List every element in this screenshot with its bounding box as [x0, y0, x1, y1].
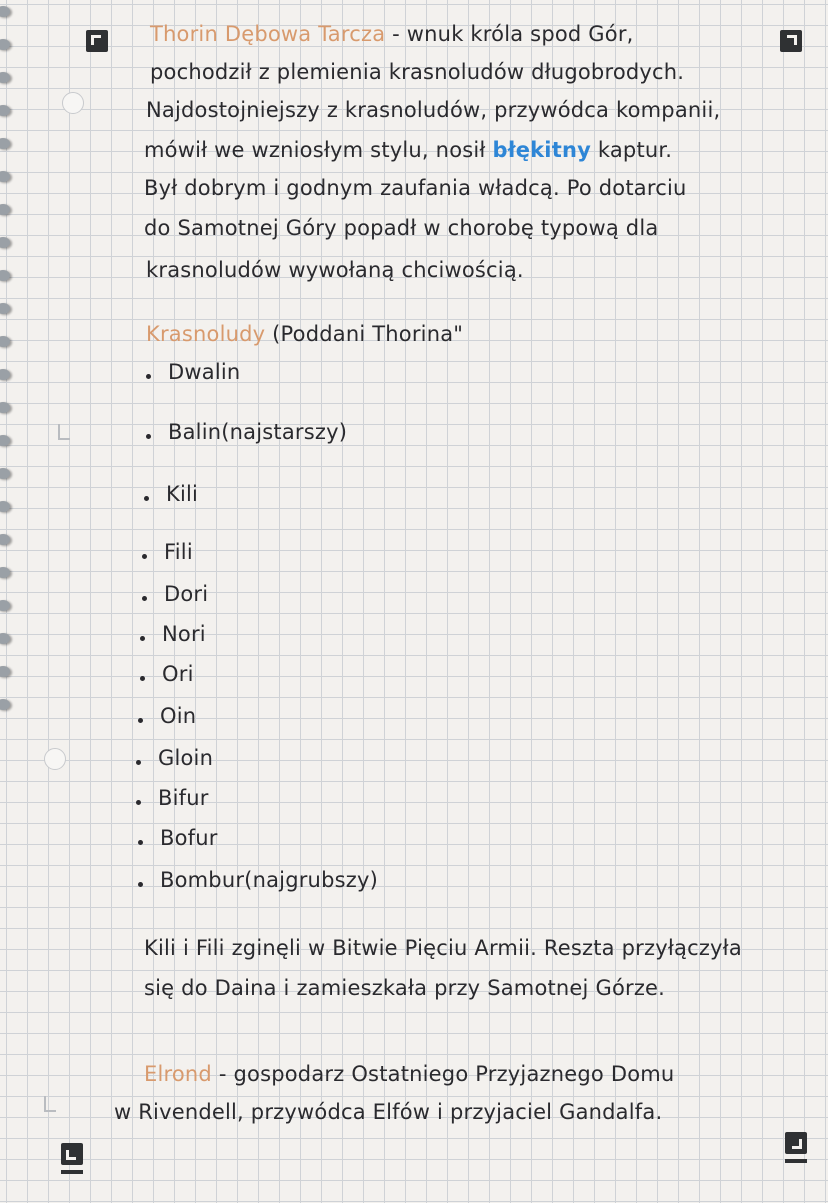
- list-heading: [146, 322, 463, 346]
- spiral-ring: [0, 105, 10, 116]
- paragraph-1-line-6: do Samotnej Góry popadł w chorobę typową dla: [144, 216, 659, 240]
- list-item: Ori: [162, 662, 194, 686]
- paragraph-1-line-4: [144, 138, 672, 162]
- list-bullet: [140, 676, 145, 681]
- list-bullet: [142, 554, 147, 559]
- spiral-ring: [0, 699, 10, 710]
- spiral-ring: [0, 72, 10, 83]
- list-item: Bofur: [160, 826, 218, 850]
- character-name-elrond: Elrond: [144, 1062, 212, 1086]
- paragraph-1-line-5: Był dobrym i godnym zaufania władcą. Po dotarciu: [144, 176, 687, 200]
- list-bullet: [138, 840, 143, 845]
- spiral-ring: [0, 600, 10, 611]
- list-bullet: [136, 760, 141, 765]
- paragraph-1-line-1: [150, 22, 634, 46]
- corner-marker-bottom-left: [61, 1143, 83, 1165]
- list-bullet: [138, 882, 143, 887]
- faint-mark: [44, 1096, 56, 1112]
- text: kaptur.: [590, 138, 673, 162]
- paragraph-1-line-7: krasnoludów wywołaną chciwością.: [146, 258, 524, 282]
- corner-marker-bottom-right: [785, 1132, 807, 1154]
- list-item: Nori: [162, 622, 206, 646]
- paragraph-3-line-1: [144, 1062, 674, 1086]
- list-bullet: [146, 374, 151, 379]
- spiral-ring: [0, 237, 10, 248]
- spiral-ring: [0, 303, 10, 314]
- spiral-ring: [0, 138, 10, 149]
- spiral-binding: [0, 0, 16, 1203]
- list-item: Gloin: [158, 746, 214, 770]
- text: - gospodarz Ostatniego Przyjaznego Domu: [211, 1062, 675, 1086]
- list-item: Kili: [166, 482, 199, 506]
- paragraph-2-line-2: się do Daina i zamieszkała przy Samotnej Górze.: [144, 976, 666, 1000]
- list-item: Bifur: [158, 786, 209, 810]
- spiral-ring: [0, 468, 10, 479]
- paragraph-2-line-1: Kili i Fili zginęli w Bitwie Pięciu Armii. Reszta przyłączyła: [144, 936, 742, 960]
- paragraph-3-line-2: w Rivendell, przywódca Elfów i przyjaciel Gandalfa.: [114, 1100, 663, 1124]
- spiral-ring: [0, 6, 10, 17]
- punch-hole: [44, 748, 66, 770]
- spiral-ring: [0, 666, 10, 677]
- spiral-ring: [0, 336, 10, 347]
- list-bullet: [138, 718, 143, 723]
- text: - wnuk króla spod Gór,: [385, 22, 634, 46]
- character-name-thorin: Thorin Dębowa Tarcza: [150, 22, 386, 46]
- list-item: Fili: [164, 540, 193, 564]
- list-item: Balin(najstarszy): [168, 420, 348, 444]
- list-item: Bombur(najgrubszy): [160, 868, 378, 892]
- spiral-ring: [0, 501, 10, 512]
- list-bullet: [146, 434, 151, 439]
- list-bullet: [142, 596, 147, 601]
- corner-marker-top-right: [780, 30, 802, 52]
- spiral-ring: [0, 402, 10, 413]
- spiral-ring: [0, 171, 10, 182]
- highlight-word: błękitny: [492, 138, 591, 162]
- text: (Poddani Thorina": [265, 322, 464, 346]
- heading-krasnoludy: Krasnoludy: [146, 322, 266, 346]
- corner-marker-top-left: [86, 30, 108, 52]
- spiral-ring: [0, 270, 10, 281]
- text: mówił we wzniosłym stylu, nosił: [144, 138, 493, 162]
- list-item: Oin: [160, 704, 197, 728]
- list-item: Dori: [164, 582, 209, 606]
- list-bullet: [144, 496, 149, 501]
- spiral-ring: [0, 435, 10, 446]
- spiral-ring: [0, 369, 10, 380]
- faint-mark: [58, 424, 70, 440]
- spiral-ring: [0, 633, 10, 644]
- punch-hole: [62, 92, 84, 114]
- spiral-ring: [0, 39, 10, 50]
- paragraph-1-line-3: Najdostojniejszy z krasnoludów, przywódca kompanii,: [146, 98, 721, 122]
- list-item: Dwalin: [168, 360, 241, 384]
- spiral-ring: [0, 204, 10, 215]
- list-bullet: [136, 800, 141, 805]
- spiral-ring: [0, 567, 10, 578]
- paragraph-1-line-2: pochodził z plemienia krasnoludów długobrodych.: [150, 60, 685, 84]
- spiral-ring: [0, 534, 10, 545]
- list-bullet: [140, 636, 145, 641]
